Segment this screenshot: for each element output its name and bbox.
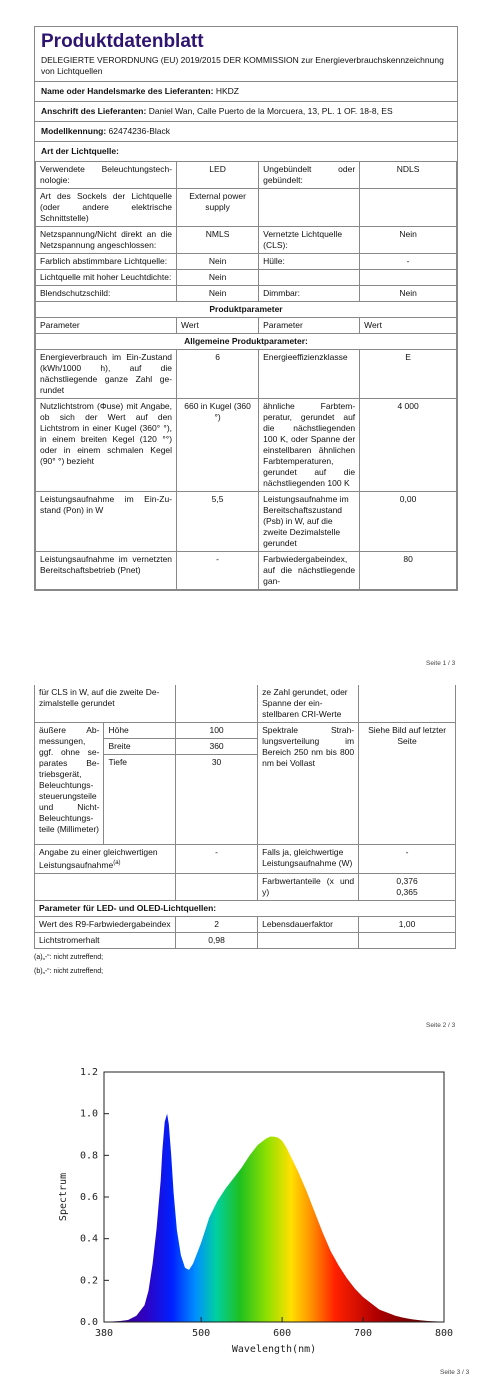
model-label: Modellkennung: [41, 126, 107, 136]
cell-value: 0,98 [176, 932, 258, 948]
cell-label: Lichtquelle mit hoher Leuchtdichte: [36, 270, 177, 286]
cell-label [35, 845, 176, 874]
cell-value: 2 [176, 916, 258, 932]
cell-value: 80 [360, 552, 457, 590]
cell-value: 4 000 [360, 399, 457, 492]
cell-value [360, 270, 457, 286]
section-header-row [36, 334, 457, 350]
cell-value: 0,00 [360, 492, 457, 552]
cell-value [360, 189, 457, 227]
col-header-value: Wert [177, 318, 259, 334]
chroma-y: 0,365 [396, 886, 418, 897]
table-row [35, 685, 456, 723]
spectral-label: Spektrale Strahlungsverteilung im Bereich 250 nm bis 800 nm bei Vollast [258, 723, 359, 845]
model-line [35, 121, 457, 141]
cell-label: Ungebündelt oder gebündelt: [259, 162, 360, 189]
datasheet-page-2 [34, 685, 456, 977]
cell-label [259, 270, 360, 286]
cell-empty [176, 873, 258, 900]
cell-value [359, 873, 456, 900]
cell-value: External power supply [177, 189, 259, 227]
x-axis-label: Wavelength(nm) [231, 1344, 317, 1355]
model-value: 62474236-Black [108, 126, 170, 136]
table-row [36, 399, 457, 492]
cell-label: Leistungsaufnahme im Bereitschaftszustand (Psb) in W, auf die zweite Dezimalstelle gerundet [259, 492, 360, 552]
table-row [35, 873, 456, 900]
cell-value: Nein [360, 227, 457, 254]
y-tick-label: 1.2 [79, 1067, 98, 1078]
x-tick-label: 500 [192, 1328, 211, 1339]
cell-label: Vernetzte Lichtquelle (CLS): [259, 227, 360, 254]
light-source-type-heading: Art der Lichtquelle: [35, 141, 457, 161]
params-continued-table [34, 685, 456, 949]
cell-label: Energieeffizienzklasse [259, 350, 360, 399]
y-tick-label: 0.8 [79, 1150, 98, 1162]
col-header-param: Parameter [36, 318, 177, 334]
cell-label: Lebensdauerfaktor [258, 916, 359, 932]
dim-value: 30 [176, 755, 258, 845]
dimensions-label: äußere Abmessungen, ggf. ohne separates Betriebsgerät, Beleuchtungssteuerungsteile und Nicht-Beleuchtungsteile (Millimeter) [35, 723, 104, 845]
y-tick-label: 0.6 [79, 1192, 98, 1203]
cell-value: - [176, 845, 258, 874]
cell-label: Dimmbar: [259, 286, 360, 302]
supplier-label: Name oder Handelsmarke des Lieferanten: [41, 86, 214, 96]
general-params-heading: Allgemeine Produktparameter: [36, 334, 457, 350]
table-row [36, 162, 457, 189]
y-tick-label: 0.4 [79, 1233, 98, 1245]
cell-label: Farblich abstimmbare Lichtquelle: [36, 254, 177, 270]
table-row [35, 916, 456, 932]
page-number: Seite 2 / 3 [426, 1022, 456, 1029]
cell-value: E [360, 350, 457, 399]
cell-label: Farbwiedergabeindex, auf die nächstliegende gan- [259, 552, 360, 590]
regulation-text: DELEGIERTE VERORDNUNG (EU) 2019/2015 DER KOMMISSION zur Energieverbrauchskennzeichnung von Lichtquellen [41, 55, 444, 76]
y-tick-label: 1.0 [79, 1108, 98, 1120]
dim-value: 360 [176, 739, 258, 755]
page-number: Seite 1 / 3 [426, 660, 456, 667]
cell-value: NMLS [177, 227, 259, 254]
col-header-value: Wert [360, 318, 457, 334]
page-number: Seite 3 / 3 [440, 1369, 470, 1376]
table-row [35, 845, 456, 874]
cell-empty [35, 873, 176, 900]
cell-value: Nein [177, 286, 259, 302]
cell-value: Nein [177, 270, 259, 286]
footnote-ref: (a) [113, 860, 121, 866]
x-tick-label: 800 [434, 1328, 454, 1339]
cell-value: 1,00 [359, 916, 456, 932]
cell-value: - [177, 552, 259, 590]
cell-label: Hülle: [259, 254, 360, 270]
cell-label: Netzspannung/Nicht direkt an die Netzspannung angeschlossen: [36, 227, 177, 254]
address-label: Anschrift des Lieferanten: [41, 106, 147, 116]
cell-value: LED [177, 162, 259, 189]
cell-value [359, 685, 456, 723]
cell-label: Verwendete Beleuchtungstechnologie: [36, 162, 177, 189]
x-tick-label: 600 [273, 1328, 292, 1339]
address-value: Daniel Wan, Calle Puerto de la Morcuera, 13, PL. 1 OF. 18-8, ES [148, 106, 393, 116]
x-tick-label: 700 [354, 1328, 373, 1339]
dim-name: Breite [104, 739, 176, 755]
datasheet-page-1 [34, 26, 458, 591]
product-params-heading: Produktparameter [36, 302, 457, 318]
cell-value: - [359, 845, 456, 874]
cell-value: Nein [360, 286, 457, 302]
spectrum-area [104, 1114, 444, 1322]
address-line [35, 101, 457, 121]
table-row [36, 270, 457, 286]
cell-label: Blendschutzschild: [36, 286, 177, 302]
table-row [36, 227, 457, 254]
cell-value: - [360, 254, 457, 270]
table-row [36, 254, 457, 270]
led-params-heading: Parameter für LED- und OLED-Lichtquellen: [35, 900, 456, 916]
cell-value [176, 685, 258, 723]
table-row [36, 286, 457, 302]
cell-label: Energieverbrauch im Ein-Zustand (kWh/1000 h), auf die nächstliegende ganze Zahl gerundet [36, 350, 177, 399]
table-row [35, 932, 456, 948]
table-row [36, 492, 457, 552]
cell-label: Wert des R9-Farbwiedergabeindex [35, 916, 176, 932]
cell-label: Leistungsaufnahme im Ein-Zustand (Pon) in W [36, 492, 177, 552]
cell-label: ze Zahl gerundet, oder Spanne der einstellbaren CRI-Werte [258, 685, 359, 723]
cell-label: Farbwertanteile (x und y) [258, 873, 359, 900]
spectral-value: Siehe Bild auf letzter Seite [359, 723, 456, 845]
cell-empty [359, 932, 456, 948]
spectrum-chart [34, 1052, 466, 1357]
cell-value: 6 [177, 350, 259, 399]
cell-label: ähnliche Farbtemperatur, gerundet auf die nächstliegenden 100 K, oder Spanne der einstellbaren ähnlichen Farbtemperaturen, gerundet auf die nächstliegenden 100 K [259, 399, 360, 492]
x-tick-label: 380 [94, 1328, 114, 1339]
supplier-line [35, 81, 457, 101]
cell-value: 5,5 [177, 492, 259, 552]
footnote-b: (b)„-“: nicht zutreffend; [34, 967, 104, 975]
y-axis-label: Spectrum [58, 1172, 69, 1222]
cell-label: Nutzlichtstrom (Φuse) mit Angabe, ob sich der Wert auf den Lichtstrom in einer Kugel (360° °), in einem breiten Kegel (120 °°) oder in einem schmalen Kegel (90° °) bezieht [36, 399, 177, 492]
light-source-table [35, 161, 457, 590]
footnote-a: (a)„-“: nicht zutreffend; [34, 953, 104, 961]
cell-label: Leistungsaufnahme im vernetzten Bereitschaftsbetrieb (Pnet) [36, 552, 177, 590]
y-tick-label: 0.2 [79, 1275, 98, 1287]
spectrum-chart-frame [34, 1052, 466, 1357]
cell-label: Lichtstromerhalt [35, 932, 176, 948]
dim-value: 100 [176, 723, 258, 739]
supplier-value: HKDZ [215, 86, 239, 96]
cell-value: NDLS [360, 162, 457, 189]
cell-value: Nein [177, 254, 259, 270]
section-header-row [36, 302, 457, 318]
cell-value: 660 in Kugel (360 °) [177, 399, 259, 492]
table-row [35, 723, 456, 739]
table-row [36, 189, 457, 227]
page-title: Produktdatenblatt [41, 31, 204, 52]
cell-label [259, 189, 360, 227]
dim-name: Höhe [104, 723, 176, 739]
col-header-param: Parameter [259, 318, 360, 334]
cell-label: Falls ja, gleichwertige Leistungsaufnahme (W) [258, 845, 359, 874]
cell-label: für CLS in W, auf die zweite Dezimalstelle gerundet [35, 685, 176, 723]
chroma-x: 0,376 [396, 875, 418, 886]
cell-label: Art des Sockels der Lichtquelle (oder andere elektrische Schnittstelle) [36, 189, 177, 227]
section-header-row [35, 900, 456, 916]
y-tick-label: 0.0 [79, 1317, 98, 1328]
dim-name: Tiefe [104, 755, 176, 845]
cell-empty [258, 932, 359, 948]
equiv-label: Angabe zu einer gleichwertigen Leistungsaufnahme [39, 847, 158, 870]
table-row [36, 552, 457, 590]
table-row [36, 350, 457, 399]
column-header-row [36, 318, 457, 334]
